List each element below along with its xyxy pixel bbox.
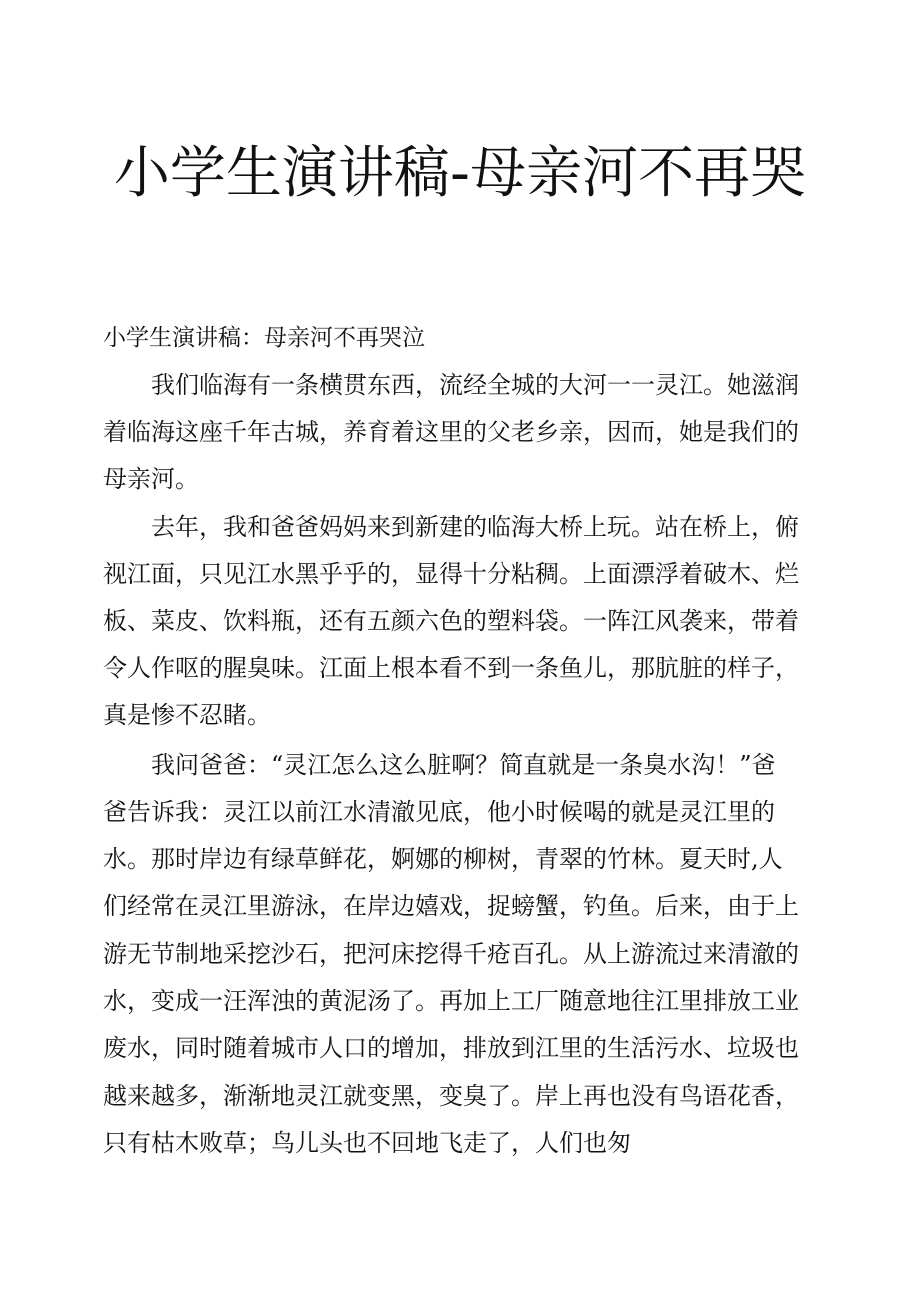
text-line: 着临海这座千年古城，养育着这里的父老乡亲，因而，她是我们的 [103, 418, 799, 446]
document-subtitle: 小学生演讲稿：母亲河不再哭泣 [103, 325, 425, 351]
text-line: 板、菜皮、饮料瓶，还有五颜六色的塑料袋。一阵江风袭来，带着 [103, 607, 799, 635]
text-line: 我们临海有一条横贯东西，流经全城的大河一一灵江。她滋润 [151, 371, 799, 399]
text-line: 我问爸爸：“灵江怎么这么脏啊？简直就是一条臭水沟！”爸 [151, 751, 776, 779]
text-line: 令人作呕的腥臭味。江面上根本看不到一条鱼儿，那肮脏的样子， [103, 654, 799, 682]
text-line: 视江面，只见江水黑乎乎的，显得十分粘稠。上面漂浮着破木、烂 [103, 560, 799, 588]
text-line: 真是惨不忍睹。 [103, 701, 271, 729]
document-title: 小学生演讲稿-母亲河不再哭 [113, 141, 807, 206]
text-line: 母亲河。 [103, 465, 199, 493]
text-line: 水。那时岸边有绿草鲜花，婀娜的柳树，青翠的竹林。夏天时,人 [103, 845, 783, 873]
text-line: 游无节制地采挖沙石，把河床挖得千疮百孔。从上游流过来清澈的 [103, 940, 799, 968]
text-line: 水，变成一汪浑浊的黄泥汤了。再加上工厂随意地往江里排放工业 [103, 987, 799, 1015]
text-line: 只有枯木败草；鸟儿头也不回地飞走了，人们也匆 [103, 1129, 631, 1157]
text-line: 爸告诉我：灵江以前江水清澈见底，他小时候喝的就是灵江里的 [103, 798, 775, 826]
text-line: 废水，同时随着城市人口的增加，排放到江里的生活污水、垃圾也 [103, 1034, 799, 1062]
text-line: 越来越多，渐渐地灵江就变黑，变臭了。岸上再也没有鸟语花香， [103, 1082, 799, 1110]
text-line: 去年，我和爸爸妈妈来到新建的临海大桥上玩。站在桥上，俯 [151, 513, 799, 541]
text-line: 们经常在灵江里游泳，在岸边嬉戏，捉螃蟹，钓鱼。后来，由于上 [103, 892, 799, 920]
